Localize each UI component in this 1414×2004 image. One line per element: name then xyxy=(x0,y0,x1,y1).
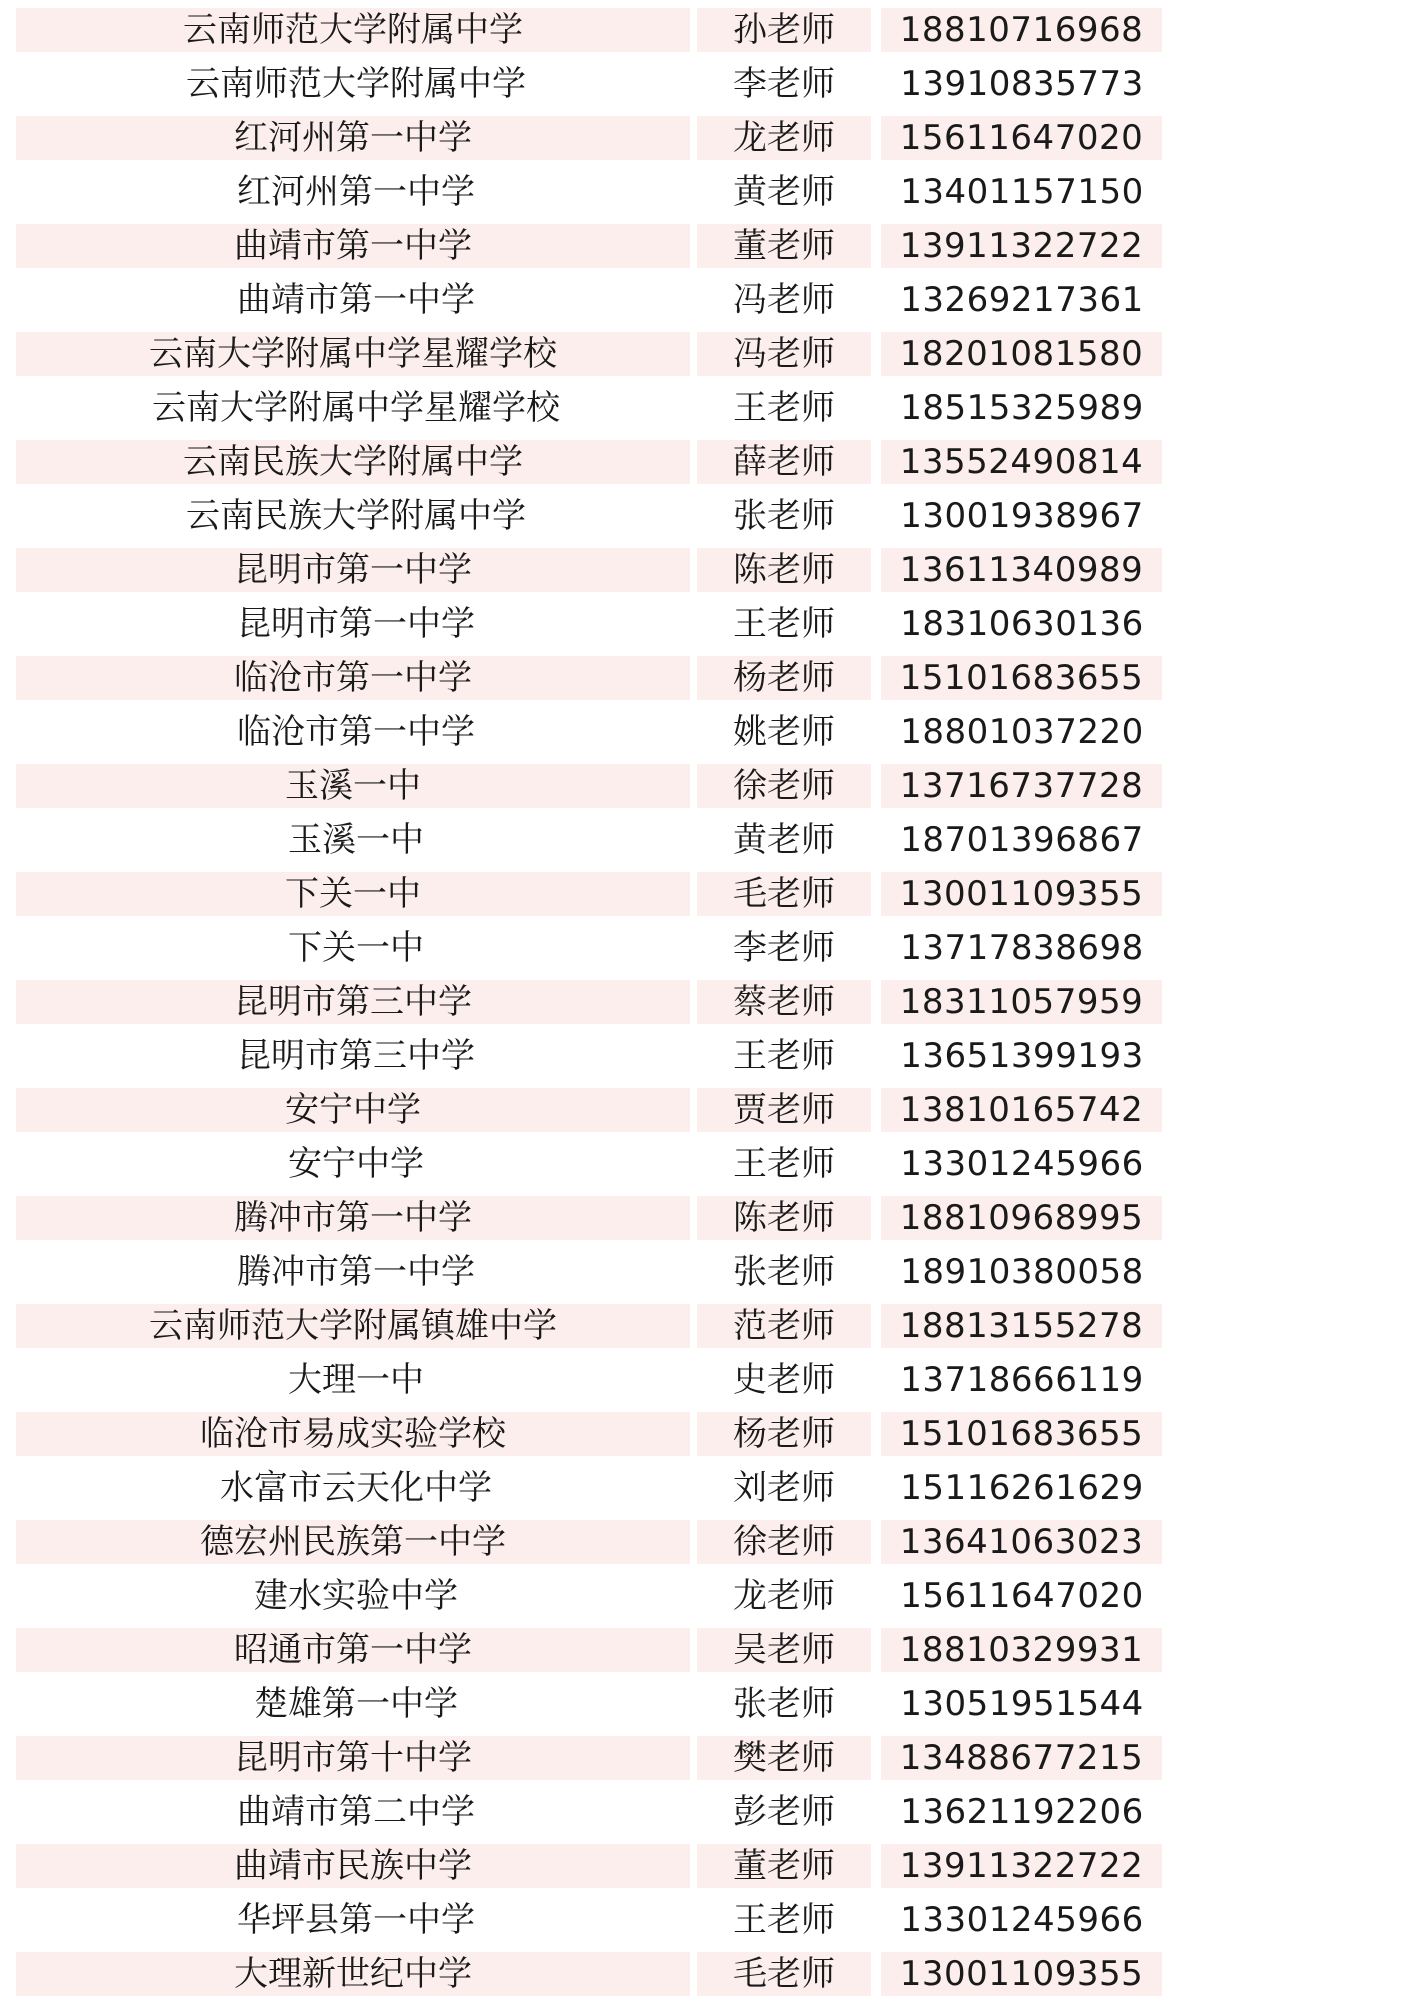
teacher-name-cell: 黄老师 xyxy=(733,172,835,212)
teacher-name-cell: 冯老师 xyxy=(697,332,871,376)
teacher-name-cell: 毛老师 xyxy=(697,872,871,916)
school-name-cell: 水富市云天化中学 xyxy=(220,1468,492,1508)
phone-number-cell: 13001938967 xyxy=(900,496,1144,536)
phone-number-cell: 15611647020 xyxy=(881,116,1162,160)
table-row xyxy=(0,492,1414,546)
table-row xyxy=(0,1032,1414,1086)
table-row xyxy=(0,1086,1414,1140)
phone-number-cell: 13911322722 xyxy=(881,1844,1162,1888)
teacher-name-cell: 范老师 xyxy=(697,1304,871,1348)
teacher-name-cell: 黄老师 xyxy=(733,820,835,860)
phone-number-cell: 13716737728 xyxy=(881,764,1162,808)
school-name-cell: 曲靖市第二中学 xyxy=(237,1792,475,1832)
teacher-name-cell: 李老师 xyxy=(733,64,835,104)
phone-number-cell: 13910835773 xyxy=(900,64,1144,104)
phone-number-cell: 13301245966 xyxy=(900,1144,1144,1184)
teacher-name-cell: 张老师 xyxy=(733,1684,835,1724)
phone-number-cell: 13651399193 xyxy=(900,1036,1144,1076)
table-row xyxy=(0,114,1414,168)
teacher-name-cell: 董老师 xyxy=(697,1844,871,1888)
school-name-cell: 下关一中 xyxy=(288,928,424,968)
table-row xyxy=(0,600,1414,654)
phone-number-cell: 15101683655 xyxy=(881,656,1162,700)
school-name-cell: 云南大学附属中学星耀学校 xyxy=(152,388,560,428)
phone-number-cell: 13401157150 xyxy=(900,172,1144,212)
school-name-cell: 临沧市易成实验学校 xyxy=(16,1412,690,1456)
teacher-name-cell: 冯老师 xyxy=(733,280,835,320)
phone-number-cell: 18201081580 xyxy=(881,332,1162,376)
teacher-name-cell: 贾老师 xyxy=(697,1088,871,1132)
table-row xyxy=(0,1788,1414,1842)
phone-number-cell: 13621192206 xyxy=(900,1792,1144,1832)
school-name-cell: 昆明市第一中学 xyxy=(16,548,690,592)
phone-number-cell: 18810968995 xyxy=(881,1196,1162,1240)
school-name-cell: 红河州第一中学 xyxy=(16,116,690,160)
school-name-cell: 下关一中 xyxy=(16,872,690,916)
school-name-cell: 云南民族大学附属中学 xyxy=(16,440,690,484)
school-name-cell: 昆明市第三中学 xyxy=(237,1036,475,1076)
table-row xyxy=(0,978,1414,1032)
teacher-name-cell: 孙老师 xyxy=(697,8,871,52)
phone-number-cell: 18311057959 xyxy=(881,980,1162,1024)
school-name-cell: 玉溪一中 xyxy=(16,764,690,808)
school-name-cell: 云南大学附属中学星耀学校 xyxy=(16,332,690,376)
teacher-name-cell: 彭老师 xyxy=(733,1792,835,1832)
table-row xyxy=(0,924,1414,978)
school-name-cell: 腾冲市第一中学 xyxy=(237,1252,475,1292)
teacher-name-cell: 蔡老师 xyxy=(697,980,871,1024)
school-name-cell: 华坪县第一中学 xyxy=(237,1900,475,1940)
contact-table xyxy=(0,6,1414,2004)
teacher-name-cell: 徐老师 xyxy=(697,1520,871,1564)
phone-number-cell: 13552490814 xyxy=(881,440,1162,484)
teacher-name-cell: 王老师 xyxy=(733,388,835,428)
phone-number-cell: 15101683655 xyxy=(881,1412,1162,1456)
table-row xyxy=(0,816,1414,870)
school-name-cell: 大理新世纪中学 xyxy=(16,1952,690,1996)
phone-number-cell: 18810329931 xyxy=(881,1628,1162,1672)
phone-number-cell: 13269217361 xyxy=(900,280,1144,320)
phone-number-cell: 18910380058 xyxy=(900,1252,1144,1292)
table-row xyxy=(0,1194,1414,1248)
phone-number-cell: 13001109355 xyxy=(881,1952,1162,1996)
phone-number-cell: 13488677215 xyxy=(881,1736,1162,1780)
table-row xyxy=(0,1302,1414,1356)
phone-number-cell: 18801037220 xyxy=(900,712,1144,752)
teacher-name-cell: 刘老师 xyxy=(733,1468,835,1508)
table-row xyxy=(0,438,1414,492)
table-row xyxy=(0,1842,1414,1896)
school-name-cell: 腾冲市第一中学 xyxy=(16,1196,690,1240)
table-row xyxy=(0,870,1414,924)
school-name-cell: 曲靖市第一中学 xyxy=(16,224,690,268)
phone-number-cell: 13911322722 xyxy=(881,224,1162,268)
teacher-name-cell: 姚老师 xyxy=(733,712,835,752)
teacher-name-cell: 杨老师 xyxy=(697,656,871,700)
school-name-cell: 临沧市第一中学 xyxy=(237,712,475,752)
table-row xyxy=(0,60,1414,114)
table-row xyxy=(0,1896,1414,1950)
table-row xyxy=(0,1572,1414,1626)
teacher-name-cell: 李老师 xyxy=(733,928,835,968)
teacher-name-cell: 龙老师 xyxy=(733,1576,835,1616)
teacher-name-cell: 龙老师 xyxy=(697,116,871,160)
school-name-cell: 大理一中 xyxy=(288,1360,424,1400)
teacher-name-cell: 毛老师 xyxy=(697,1952,871,1996)
phone-number-cell: 15611647020 xyxy=(900,1576,1144,1616)
teacher-name-cell: 王老师 xyxy=(733,1144,835,1184)
phone-number-cell: 18813155278 xyxy=(881,1304,1162,1348)
table-row xyxy=(0,1680,1414,1734)
school-name-cell: 德宏州民族第一中学 xyxy=(16,1520,690,1564)
table-row xyxy=(0,168,1414,222)
table-row xyxy=(0,6,1414,60)
table-row xyxy=(0,546,1414,600)
phone-number-cell: 13718666119 xyxy=(900,1360,1144,1400)
school-name-cell: 安宁中学 xyxy=(288,1144,424,1184)
school-name-cell: 玉溪一中 xyxy=(288,820,424,860)
table-row xyxy=(0,1950,1414,2004)
school-name-cell: 临沧市第一中学 xyxy=(16,656,690,700)
school-name-cell: 红河州第一中学 xyxy=(237,172,475,212)
phone-number-cell: 18701396867 xyxy=(900,820,1144,860)
teacher-name-cell: 薛老师 xyxy=(697,440,871,484)
phone-number-cell: 13810165742 xyxy=(881,1088,1162,1132)
teacher-name-cell: 王老师 xyxy=(733,604,835,644)
school-name-cell: 云南民族大学附属中学 xyxy=(186,496,526,536)
phone-number-cell: 13001109355 xyxy=(881,872,1162,916)
phone-number-cell: 18515325989 xyxy=(900,388,1144,428)
table-row xyxy=(0,1464,1414,1518)
table-row xyxy=(0,1140,1414,1194)
teacher-name-cell: 史老师 xyxy=(733,1360,835,1400)
phone-number-cell: 18810716968 xyxy=(881,8,1162,52)
phone-number-cell: 18310630136 xyxy=(900,604,1144,644)
school-name-cell: 昆明市第十中学 xyxy=(16,1736,690,1780)
table-row xyxy=(0,762,1414,816)
phone-number-cell: 15116261629 xyxy=(900,1468,1144,1508)
school-name-cell: 楚雄第一中学 xyxy=(254,1684,458,1724)
school-name-cell: 昆明市第一中学 xyxy=(237,604,475,644)
teacher-name-cell: 徐老师 xyxy=(697,764,871,808)
table-row xyxy=(0,1518,1414,1572)
teacher-name-cell: 樊老师 xyxy=(697,1736,871,1780)
table-row xyxy=(0,1356,1414,1410)
phone-number-cell: 13611340989 xyxy=(881,548,1162,592)
school-name-cell: 昆明市第三中学 xyxy=(16,980,690,1024)
table-row xyxy=(0,330,1414,384)
table-row xyxy=(0,1410,1414,1464)
phone-number-cell: 13301245966 xyxy=(900,1900,1144,1940)
table-row xyxy=(0,1734,1414,1788)
teacher-name-cell: 王老师 xyxy=(733,1036,835,1076)
phone-number-cell: 13051951544 xyxy=(900,1684,1144,1724)
school-name-cell: 建水实验中学 xyxy=(254,1576,458,1616)
phone-number-cell: 13717838698 xyxy=(900,928,1144,968)
school-name-cell: 曲靖市民族中学 xyxy=(16,1844,690,1888)
school-name-cell: 曲靖市第一中学 xyxy=(237,280,475,320)
school-name-cell: 安宁中学 xyxy=(16,1088,690,1132)
teacher-name-cell: 董老师 xyxy=(697,224,871,268)
teacher-name-cell: 陈老师 xyxy=(697,1196,871,1240)
school-name-cell: 昭通市第一中学 xyxy=(16,1628,690,1672)
phone-number-cell: 13641063023 xyxy=(881,1520,1162,1564)
teacher-name-cell: 王老师 xyxy=(733,1900,835,1940)
teacher-name-cell: 吴老师 xyxy=(697,1628,871,1672)
teacher-name-cell: 张老师 xyxy=(733,1252,835,1292)
table-row xyxy=(0,276,1414,330)
table-row xyxy=(0,1626,1414,1680)
table-row xyxy=(0,708,1414,762)
teacher-name-cell: 张老师 xyxy=(733,496,835,536)
teacher-name-cell: 杨老师 xyxy=(697,1412,871,1456)
school-name-cell: 云南师范大学附属中学 xyxy=(16,8,690,52)
school-name-cell: 云南师范大学附属镇雄中学 xyxy=(16,1304,690,1348)
table-row xyxy=(0,384,1414,438)
school-name-cell: 云南师范大学附属中学 xyxy=(186,64,526,104)
table-row xyxy=(0,1248,1414,1302)
table-row xyxy=(0,654,1414,708)
teacher-name-cell: 陈老师 xyxy=(697,548,871,592)
table-row xyxy=(0,222,1414,276)
